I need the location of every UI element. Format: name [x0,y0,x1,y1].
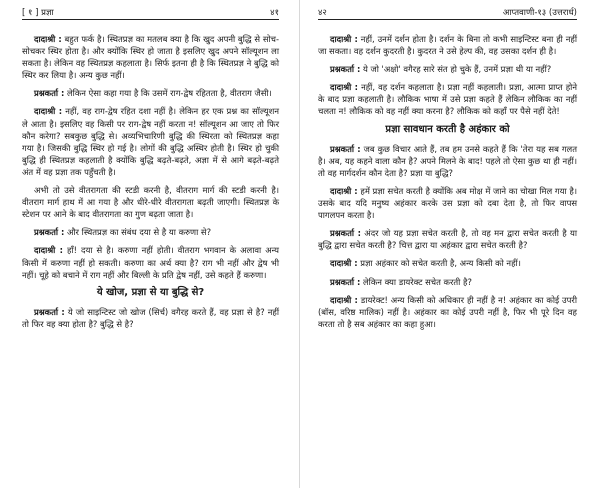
right-page-header [318,6,577,20]
section-heading: प्रज्ञा सावधान करती है अहंकार को [385,123,510,135]
left-page-text [22,33,279,330]
paragraph [22,306,279,330]
speaker-label: प्रश्नकर्ता : [330,64,361,75]
paragraph-text: नहीं, वह राग-द्वेष रहित दशा नहीं है। लेकिन हर एक प्रश्न का सॉल्यूशन ले आता है। इसलिए वह किसी पर राग-द्वेष नहीं करता न! सॉल्यूशन आ जाए तो फिर कौन करेगा? सबकुछ बुद्धि से। अव्यभिचारिणी बुद्धि की स्थिरता को स्थितप्रज्ञ कहा गया है। जिसकी बुद्धि स्थिर हो गई है। लोगों की बुद्धि अस्थिर होती है। स्थिर हो चुकी बुद्धि ही स्थितप्रज्ञ कहलाती है क्योंकि बुद्धि बढ़ते-बढ़ते, अज्ञा में से आगे बढ़ते-बढ़ते अंत में वह प्रज्ञा तक पहुँचती है। [22,106,279,177]
speaker-label: दादाश्री : [330,294,358,305]
paragraph-text: हमें प्रज्ञा सचेत करती है क्योंकि अब मोक्ष में जाने का चोखा मिल गया है। उसके बाद यदि मनुष्य अहंकार करके उस प्रज्ञा को दबा देता है, तो फिर वापस पागलपन करता है। [318,185,577,221]
paragraph-text: नहीं, वह दर्शन कहलाता है। प्रज्ञा नहीं कहलाती। प्रज्ञा, आत्मा प्राप्त होने के बाद प्रज्ञा कहलाती है। लौकिक भाषा में उसे प्रज्ञा कहते हैं लेकिन लौकिक का नहीं चलता न! लौकिक को वह नहीं क्या करना है? लौकिक को कहाँ पर पैसे नहीं देते! [318,82,577,117]
paragraph-text: प्रज्ञा अहंकार को सचेत करती है, अन्य किसी को नहीं। [357,258,521,269]
paragraph-text: नहीं, उनमें दर्शन होता है। दर्शन के बिना तो कभी साइन्टिस्ट बना ही नहीं जा सकता। वह दर्शन कुदरती है। कुदरत ने उसे हेल्प की, वह उसका दर्शन ही है। [318,34,577,57]
speaker-label: प्रश्नकर्ता : [330,228,361,239]
paragraph [22,244,279,280]
paragraph-text: जब कुछ विचार आते हैं, तब हम उनसे कहते हैं कि 'तेरा यह सब गलत है। अब, यह कहने वाला कौन है? अपने मिलने के बाद! पहले तो ऐसा कुछ था ही नहीं। तो वह मार्गदर्शन कौन देता है? प्रज्ञा या बुद्धि? [318,143,578,178]
paragraph-text: लेकिन ऐसा कहा गया है कि उसमें राग-द्वेष रहितता है, वीतराग जैसी। [64,88,272,99]
left-running-title: [ १ ] प्रज्ञा [22,8,54,18]
speaker-label: दादाश्री : [34,245,63,256]
paragraph [318,276,577,288]
section-heading: ये खोज, प्रज्ञा से या बुद्धि से? [96,286,205,298]
left-page [0,0,299,488]
paragraph [318,257,577,269]
speaker-label: प्रश्नकर्ता : [34,306,65,317]
paragraph [22,226,279,238]
paragraph [22,87,279,99]
paragraph-text: अंदर जो यह प्रज्ञा सचेत करती है, तो वह मन द्वारा सचेत करती है या बुद्धि द्वारा सचेत करती है? चित्त द्वारा या अहंकार द्वारा सचेत करती है? [318,228,577,251]
paragraph [318,81,577,117]
paragraph-text: हाँ! दया से है। करुणा नहीं होती। वीतराग भगवान के अलावा अन्य किसी में करुणा नहीं हो सकती। करुणा का अर्थ क्या है? राग भी नहीं और द्वेष भी नहीं। चूहे को बचाने में राग नहीं और बिल्ली के प्रति द्वेष नहीं, उसे कहते हैं करुणा। [22,245,279,280]
paragraph [22,184,279,220]
paragraph [22,105,279,178]
speaker-label: प्रश्नकर्ता : [330,276,361,287]
paragraph-text: बहुत फर्क है। स्थितप्रज्ञ का मतलब क्या है कि खुद अपनी बुद्धि से सोच-सोचकर स्थिर होता है। और क्योंकि स्थिर हो जाता है इसलिए खुद अपने सॉल्यूशन ला सकता है। लेकिन वह स्थितप्रज्ञ कहलाता है। सिर्फ इतना ही है कि स्थितप्रज्ञ ने बुद्धि को स्थिर कर लिया है। अन्य कुछ नहीं। [22,34,279,81]
left-page-header [22,6,279,20]
paragraph [318,143,577,179]
paragraph [318,294,577,330]
speaker-label: दादाश्री : [330,82,359,93]
paragraph [318,33,577,57]
paragraph-text: ये जो 'अक्षो' वगैरह सारे संत हो चुके हैं, उनमें प्रज्ञा थी या नहीं? [360,64,552,75]
right-page [300,0,599,488]
speaker-label: प्रश्नकर्ता : [330,143,361,154]
right-page-number: ४२ [318,8,327,18]
paragraph-text: अभी तो उसे वीतरागता की स्टडी करनी है, वीतराग मार्ग की स्टडी करनी है। वीतराग मार्ग हाथ में आ गया है और धीरे-धीरे वीतरागता बढ़ती जाएगी। स्थितप्रज्ञ के स्टेशन पर आने के बाद वीतरागता का गुण बढ़ता जाता है। [22,185,279,220]
speaker-label: दादाश्री : [34,34,62,44]
paragraph-text: और स्थितप्रज्ञ का संबंध दया से है या करुणा से? [64,227,212,238]
speaker-label: दादाश्री : [330,185,358,196]
paragraph-text: ये जो साइन्टिस्ट जो खोज (सिर्च) वगैरह करते हैं, वह प्रज्ञा से है? नहीं तो फिर वह क्या होता है? बुद्धि से है? [22,306,280,329]
paragraph-text: डायरेक्ट! अन्य किसी को अधिकार ही नहीं है न! अहंकार का कोई उपरी (बॉस, वरिष्ठ मालिक) नहीं है। अहंकार का कोई उपरी नहीं है, फिर भी पूरे दिन वह करता तो है सब अहंकार का कहा हुआ। [318,294,577,329]
paragraph [318,227,577,251]
right-page-text [318,33,577,330]
speaker-label: दादाश्री : [330,258,358,269]
speaker-label: दादाश्री : [34,106,63,117]
paragraph [318,63,577,75]
speaker-label: प्रश्नकर्ता : [34,227,65,238]
paragraph [22,33,279,81]
speaker-label: प्रश्नकर्ता : [34,88,65,99]
paragraph-text: लेकिन क्या डायरेक्ट सचेत करती है? [360,276,472,287]
paragraph [318,185,577,221]
speaker-label: दादाश्री : [330,34,358,44]
left-page-number: ४१ [270,8,279,18]
right-running-title: आप्तवाणी-१३ (उत्तरार्ध) [502,8,577,18]
